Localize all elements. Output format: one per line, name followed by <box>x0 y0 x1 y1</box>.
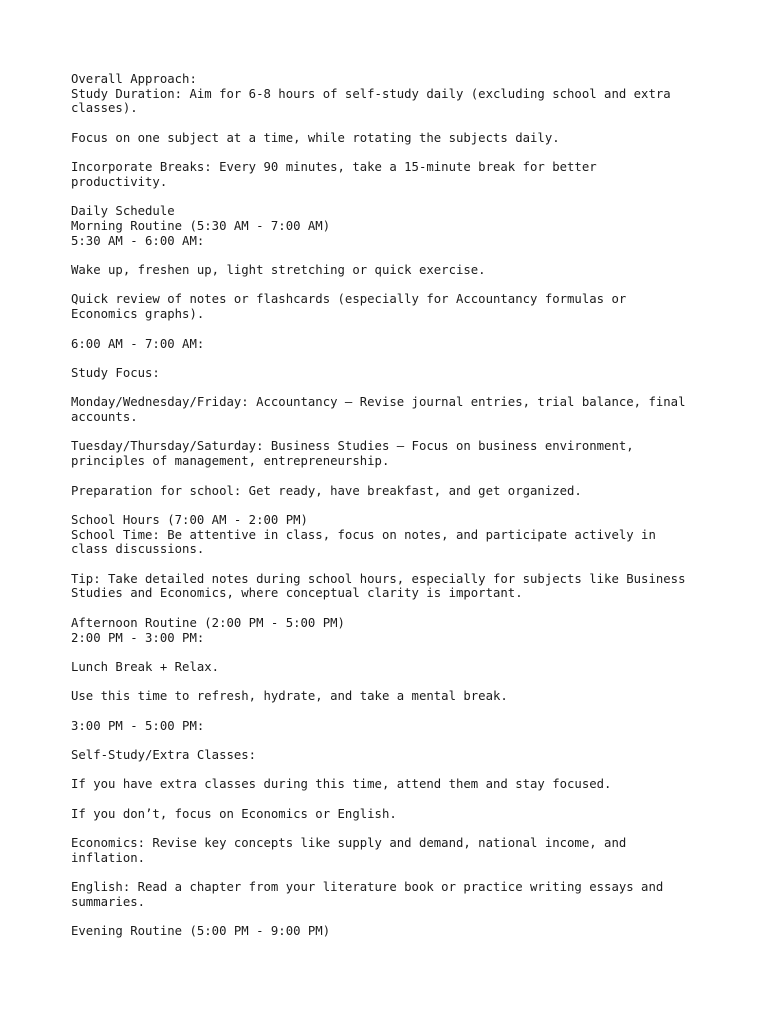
text-line: Afternoon Routine (2:00 PM - 5:00 PM) <box>71 615 345 630</box>
paragraph <box>71 719 711 734</box>
paragraph <box>71 131 711 146</box>
text-line: 6:00 AM - 7:00 AM: <box>71 336 205 351</box>
text-line: 3:00 PM - 5:00 PM: <box>71 718 205 733</box>
paragraph <box>71 572 711 601</box>
paragraph <box>71 513 711 557</box>
text-line: Economics graphs). <box>71 307 205 322</box>
paragraph <box>71 204 711 248</box>
paragraph <box>71 748 711 763</box>
text-line: School Time: Be attentive in class, focus on notes, and participate actively in <box>71 527 656 542</box>
paragraph <box>71 924 711 939</box>
text-line: Monday/Wednesday/Friday: Accountancy — Revise journal entries, trial balance, final <box>71 395 686 410</box>
text-line: 2:00 PM - 3:00 PM: <box>71 630 205 645</box>
text-line: Wake up, freshen up, light stretching or quick exercise. <box>71 263 486 278</box>
text-line: 5:30 AM - 6:00 AM: <box>71 233 205 248</box>
paragraph <box>71 777 711 792</box>
text-line: English: Read a chapter from your literature book or practice writing essays and <box>71 880 664 895</box>
paragraph <box>71 72 711 116</box>
document-page <box>71 72 711 954</box>
text-line: Focus on one subject at a time, while rotating the subjects daily. <box>71 130 560 145</box>
paragraph <box>71 484 711 499</box>
paragraph <box>71 807 711 822</box>
text-line: Quick review of notes or flashcards (especially for Accountancy formulas or <box>71 292 627 307</box>
paragraph <box>71 660 711 675</box>
text-line: summaries. <box>71 895 146 910</box>
paragraph <box>71 366 711 381</box>
text-line: Study Duration: Aim for 6-8 hours of self-study daily (excluding school and extra <box>71 86 671 101</box>
paragraph <box>71 263 711 278</box>
text-line: Self-Study/Extra Classes: <box>71 748 257 763</box>
text-line: accounts. <box>71 410 138 425</box>
paragraph <box>71 292 711 321</box>
text-line: If you don’t, focus on Economics or English. <box>71 806 397 821</box>
text-line: If you have extra classes during this time, attend them and stay focused. <box>71 777 612 792</box>
text-line: Studies and Economics, where conceptual clarity is important. <box>71 586 523 601</box>
text-line: Lunch Break + Relax. <box>71 659 220 674</box>
text-line: Morning Routine (5:30 AM - 7:00 AM) <box>71 218 331 233</box>
text-line: Evening Routine (5:00 PM - 9:00 PM) <box>71 924 331 939</box>
paragraph <box>71 616 711 645</box>
text-line: Study Focus: <box>71 365 160 380</box>
text-line: Overall Approach: <box>71 72 197 86</box>
text-line: Incorporate Breaks: Every 90 minutes, take a 15-minute break for better <box>71 160 597 175</box>
paragraph <box>71 880 711 909</box>
text-line: class discussions. <box>71 542 205 557</box>
text-line: Tuesday/Thursday/Saturday: Business Studies — Focus on business environment, <box>71 439 634 454</box>
paragraph <box>71 160 711 189</box>
text-line: Tip: Take detailed notes during school hours, especially for subjects like Business <box>71 571 686 586</box>
paragraph <box>71 836 711 865</box>
text-line: Economics: Revise key concepts like supply and demand, national income, and <box>71 836 627 851</box>
paragraph <box>71 337 711 352</box>
paragraph <box>71 439 711 468</box>
text-line: Use this time to refresh, hydrate, and take a mental break. <box>71 689 508 704</box>
paragraph <box>71 395 711 424</box>
text-line: principles of management, entrepreneurship. <box>71 454 390 469</box>
text-line: Preparation for school: Get ready, have breakfast, and get organized. <box>71 483 582 498</box>
text-line: productivity. <box>71 174 168 189</box>
text-line: Daily Schedule <box>71 204 175 219</box>
text-line: School Hours (7:00 AM - 2:00 PM) <box>71 512 308 527</box>
paragraph <box>71 689 711 704</box>
text-line: inflation. <box>71 850 146 865</box>
text-line: classes). <box>71 101 138 116</box>
